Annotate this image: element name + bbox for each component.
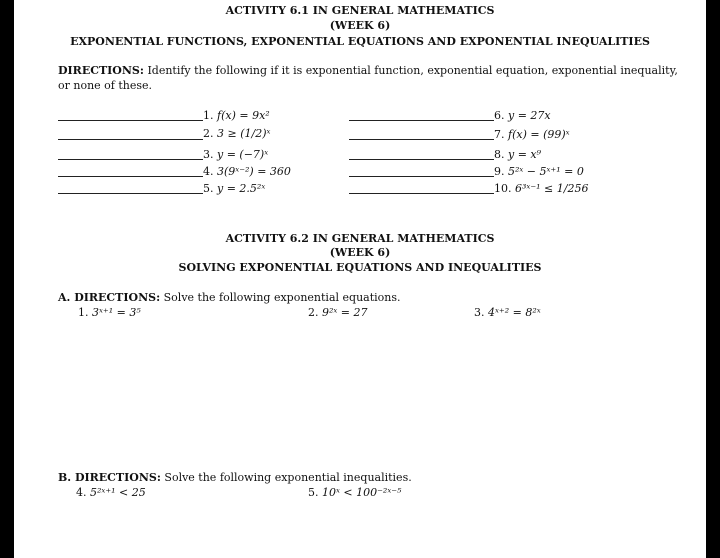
item-8-number: 8. (494, 148, 505, 161)
problem-1-expression: 3ˣ⁺¹ = 3⁵ (92, 306, 141, 319)
section-b-label: B. DIRECTIONS: (58, 471, 161, 484)
activity1-title: ACTIVITY 6.1 IN GENERAL MATHEMATICS (225, 4, 495, 17)
answer-blank-3[interactable] (58, 159, 203, 160)
directions-text-2: or none of these. (58, 79, 153, 92)
item-10 (494, 182, 588, 195)
item-10-number: 10. (494, 182, 512, 195)
item-7-number: 7. (494, 128, 505, 141)
section-b-text: Solve the following exponential inequalities. (164, 471, 412, 484)
item-9-expression: 5²ˣ − 5ˣ⁺¹ = 0 (508, 165, 584, 178)
problem-5 (308, 486, 401, 499)
answer-blank-6[interactable] (349, 120, 494, 121)
answer-blank-7[interactable] (349, 139, 494, 140)
item-7-expression: f(x) = (99)ˣ (508, 128, 570, 141)
worksheet-page (14, 0, 706, 558)
item-3-number: 3. (203, 148, 214, 161)
item-10-expression: 6³ˣ⁻¹ ≤ 1/256 (515, 182, 589, 195)
item-2-number: 2. (203, 127, 214, 140)
activity2-subtitle: SOLVING EXPONENTIAL EQUATIONS AND INEQUALITIES (178, 261, 542, 274)
item-2-expression: 3 ≥ (1/2)ˣ (217, 127, 271, 140)
item-4-expression: 3(9ˣ⁻²) = 360 (217, 165, 291, 178)
item-1 (203, 109, 270, 122)
answer-blank-9[interactable] (349, 176, 494, 177)
answer-blank-8[interactable] (349, 159, 494, 160)
item-2 (203, 127, 270, 140)
item-5 (203, 182, 265, 195)
problem-2 (308, 306, 368, 319)
item-9 (494, 165, 584, 178)
section-a-directions (58, 291, 401, 304)
answer-blank-1[interactable] (58, 120, 203, 121)
item-8 (494, 148, 541, 161)
problem-4-expression: 5²ˣ⁺¹ < 25 (90, 486, 146, 499)
section-a-text: Solve the following exponential equations. (163, 291, 401, 304)
item-5-number: 5. (203, 182, 214, 195)
answer-blank-10[interactable] (349, 193, 494, 194)
problem-5-number: 5. (308, 486, 319, 499)
problem-1 (78, 306, 141, 319)
problem-3 (474, 306, 541, 319)
item-3 (203, 148, 268, 161)
section-b-directions (58, 471, 412, 484)
item-4-number: 4. (203, 165, 214, 178)
answer-blank-2[interactable] (58, 139, 203, 140)
item-8-expression: y = x⁹ (508, 148, 542, 161)
problem-3-expression: 4ˣ⁺² = 8²ˣ (488, 306, 541, 319)
item-6-expression: y = 27x (508, 109, 551, 122)
item-1-expression: f(x) = 9x² (217, 109, 270, 122)
problem-4 (76, 486, 146, 499)
item-1-number: 1. (203, 109, 214, 122)
problem-4-number: 4. (76, 486, 87, 499)
activity2-title: ACTIVITY 6.2 IN GENERAL MATHEMATICS (225, 232, 495, 245)
answer-blank-5[interactable] (58, 193, 203, 194)
problem-2-expression: 9²ˣ = 27 (322, 306, 368, 319)
item-6-number: 6. (494, 109, 505, 122)
item-9-number: 9. (494, 165, 505, 178)
answer-blank-4[interactable] (58, 176, 203, 177)
problem-5-expression: 10ˣ < 100⁻²ˣ⁻⁵ (322, 486, 402, 499)
activity2-week: (WEEK 6) (329, 246, 391, 259)
item-7 (494, 128, 570, 141)
item-6 (494, 109, 551, 122)
activity1-subtitle: EXPONENTIAL FUNCTIONS, EXPONENTIAL EQUATIONS AND EXPONENTIAL INEQUALITIES (70, 35, 650, 48)
item-3-expression: y = (−7)ˣ (217, 148, 269, 161)
activity1-directions (58, 64, 678, 77)
section-a-label: A. DIRECTIONS: (58, 291, 161, 304)
problem-2-number: 2. (308, 306, 319, 319)
item-4 (203, 165, 291, 178)
activity1-week: (WEEK 6) (329, 19, 391, 32)
directions-text: Identify the following if it is exponential function, exponential equation, exponential inequality, (147, 64, 678, 77)
problem-3-number: 3. (474, 306, 485, 319)
item-5-expression: y = 2.5²ˣ (217, 182, 266, 195)
problem-1-number: 1. (78, 306, 89, 319)
directions-label: DIRECTIONS: (58, 64, 144, 77)
